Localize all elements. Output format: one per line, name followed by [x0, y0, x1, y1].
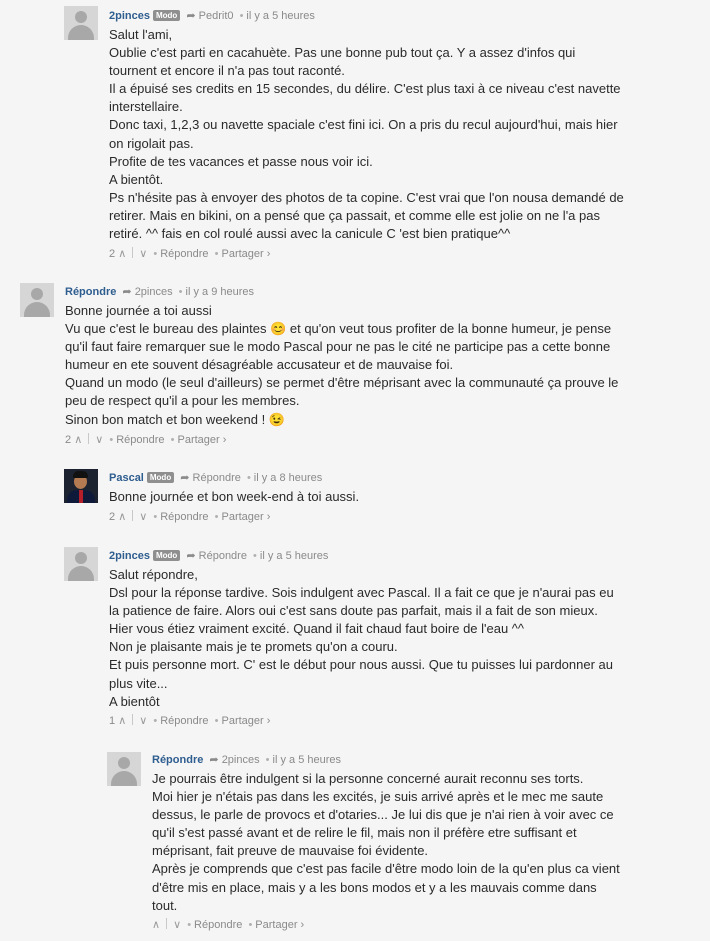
upvote-icon[interactable]: ∧: [152, 919, 161, 931]
reply-button[interactable]: Répondre: [116, 434, 165, 446]
mod-badge: Modo: [153, 550, 180, 561]
separator-dot: •: [253, 550, 257, 562]
comment-line: Quand un modo (le seul d'ailleurs) se permet d'être méprisant avec la communauté ça prouve le: [65, 375, 619, 391]
comment-line: d'être mis en place, mais y a les bons modos et y a les mauvais comme dans: [152, 879, 597, 895]
comment-line: Après je comprends que c'est pas facile d'être modo loin de la qu'en plus ca vient: [152, 861, 620, 877]
upvote-icon[interactable]: ∧: [74, 434, 83, 446]
comment-line: Donc taxi, 1,2,3 ou navette spaciale c'est fini ici. On a pris du recul aujourd'hui, mais hier: [109, 117, 618, 133]
reply-button[interactable]: Répondre: [160, 248, 209, 260]
comment-line: A bientôt.: [109, 171, 164, 187]
comment-line: Bonne journée et bon week-end à toi aussi.: [109, 489, 360, 504]
comment-body: [109, 488, 699, 506]
share-button[interactable]: Partager ›: [221, 248, 271, 260]
reply-to-name[interactable]: Répondre: [192, 472, 241, 484]
comment-actions: 2 ∧ ∨ • Répondre • Partager ›: [65, 434, 227, 446]
reply-to-icon: ➦: [209, 754, 219, 766]
comment-line: qu'il s'est passé avant et de relire le fil, mais non il préfère etre suffisant et: [152, 825, 577, 841]
reply-button[interactable]: Répondre: [194, 919, 243, 931]
comment-line: Salut répondre,: [109, 567, 198, 582]
comment-line: Hier vous étiez vraiment excité. Quand il fait chaud faut boire de l'eau ^^: [109, 621, 525, 637]
downvote-icon[interactable]: ∨: [139, 511, 148, 523]
comment-line: tournent et encore il n'a pas tout raconté.: [109, 63, 345, 79]
upvote-icon[interactable]: ∧: [118, 715, 127, 727]
vote-count: 1: [109, 715, 116, 727]
comment-line: Bonne journée a toi aussi: [65, 303, 212, 318]
avatar[interactable]: [64, 6, 98, 40]
timestamp[interactable]: il y a 5 heures: [259, 550, 329, 562]
separator-dot: •: [246, 472, 251, 484]
timestamp[interactable]: il y a 9 heures: [185, 286, 255, 298]
reply-button[interactable]: Répondre: [160, 511, 209, 523]
downvote-icon[interactable]: ∨: [139, 715, 148, 727]
comment-actions: 2 ∧ ∨ • Répondre • Partager ›: [109, 248, 271, 260]
vote-count: 2: [109, 511, 116, 523]
author-name[interactable]: 2pinces: [109, 10, 150, 22]
comment-line: Moi hier je n'étais pas dans les excités, je suis arrivé après et le mec me saute: [152, 789, 604, 805]
vote-count: 2: [109, 248, 116, 260]
comment-line: Ps n'hésite pas à envoyer des photos de ta copine. C'est vrai que l'on nousa demandé de: [109, 189, 624, 205]
author-name[interactable]: Pascal: [109, 472, 144, 484]
share-button[interactable]: Partager ›: [221, 715, 271, 727]
reply-to-name[interactable]: Pedrit0: [198, 10, 234, 22]
reply-to-name[interactable]: Répondre: [198, 550, 247, 562]
comment-line: Dsl pour la réponse tardive. Sois indulgent avec Pascal. Il a fait ce que je n'aurai pas eu: [109, 585, 614, 601]
comment-line: Sinon bon match et bon weekend ! 😉: [65, 411, 285, 427]
comment-line: Salut l'ami,: [109, 27, 173, 42]
comment-line: la patience de faire. Alors oui c'est sans doute pas parfait, mais il a fait de son mieux.: [109, 603, 598, 619]
timestamp[interactable]: il y a 5 heures: [246, 10, 315, 22]
comment-line: tout.: [152, 897, 178, 913]
timestamp[interactable]: il y a 8 heures: [253, 472, 323, 484]
comment-body: [109, 26, 699, 243]
comment-line: on rigolait pas.: [109, 135, 194, 151]
comment-meta: [109, 471, 322, 485]
author-name[interactable]: Répondre: [65, 286, 117, 298]
reply-to-icon: ➦: [186, 550, 196, 562]
avatar[interactable]: [64, 469, 98, 503]
separator-dot: •: [239, 10, 244, 22]
author-name[interactable]: Répondre: [152, 754, 204, 766]
mod-badge: Modo: [147, 472, 174, 483]
comment-body: [65, 302, 700, 429]
avatar[interactable]: [20, 283, 54, 317]
upvote-icon[interactable]: ∧: [118, 511, 127, 523]
comment-body: [109, 566, 699, 711]
comment-body: [152, 770, 702, 915]
upvote-icon[interactable]: ∧: [118, 248, 127, 260]
comment-line: A bientôt: [109, 693, 160, 709]
comment-line: Il a épuisé ses credits en 15 secondes, du délire. C'est plus taxi à ce niveau c'est navette: [109, 81, 621, 97]
comment-actions: 2 ∧ ∨ • Répondre • Partager ›: [109, 511, 271, 523]
downvote-icon[interactable]: ∨: [139, 248, 148, 260]
comment-line: Vu que c'est le bureau des plaintes 😊 et qu'on veut tous profiter de la bonne humeur, je pense: [65, 321, 612, 337]
vote-count: 2: [65, 434, 72, 446]
reply-to-icon: ➦: [180, 472, 190, 484]
comment-line: humeur en ete souvent désagréable accusateur et de mauvaise foi.: [65, 357, 454, 373]
separator-dot: •: [178, 286, 183, 298]
share-button[interactable]: Partager ›: [177, 434, 227, 446]
comment-line: Profite de tes vacances et passe nous voir ici.: [109, 153, 373, 169]
comment-line: retirer. Mais en bikini, on a pensé que ça passait, et comme elle est jolie on ne l'a pas: [109, 207, 600, 223]
share-button[interactable]: Partager ›: [255, 919, 305, 931]
comment-line: dessus, le parle de provocs et d'otaries... Je lui dis que je n'ai rien à voir avec ce: [152, 807, 614, 823]
reply-to-icon: ➦: [122, 286, 132, 298]
separator-dot: •: [265, 754, 270, 766]
avatar[interactable]: [107, 752, 141, 786]
comment-meta: [152, 753, 341, 767]
comment-line: plus vite...: [109, 675, 168, 691]
share-button[interactable]: Partager ›: [221, 511, 271, 523]
comment-line: interstellaire.: [109, 99, 183, 115]
reply-to-icon: ➦: [186, 10, 196, 22]
comment-line: retiré. ^^ fais en col roulé aussi avec la canicule C 'est bien pratique^^: [109, 226, 511, 242]
reply-button[interactable]: Répondre: [160, 715, 209, 727]
comment-line: peu de respect qu'il a pour les membres.: [65, 393, 300, 409]
avatar[interactable]: [64, 547, 98, 581]
downvote-icon[interactable]: ∨: [173, 919, 182, 931]
comment-actions: ∧ ∨ • Répondre • Partager ›: [152, 919, 305, 931]
downvote-icon[interactable]: ∨: [95, 434, 104, 446]
reply-to-name[interactable]: 2pinces: [221, 754, 260, 766]
comment-line: méprisant, fait preuve de mauvaise foi évidente.: [152, 843, 429, 859]
comment-actions: 1 ∧ ∨ • Répondre • Partager ›: [109, 715, 271, 727]
comment-line: Je pourrais être indulgent si la personne concerné aurait reconnu ses torts.: [152, 771, 584, 786]
comment-line: Oublie c'est parti en cacahuète. Pas une bonne pub tout ça. Y a assez d'infos qui: [109, 45, 576, 61]
comment-line: Non je plaisante mais je te promets qu'on a couru.: [109, 639, 398, 655]
comment-meta: [109, 549, 328, 563]
comment-meta: [65, 285, 254, 299]
comment-meta: [109, 9, 315, 23]
timestamp[interactable]: il y a 5 heures: [272, 754, 342, 766]
reply-to-name[interactable]: 2pinces: [134, 286, 173, 298]
comment-line: qu'il faut faire remarquer sue le modo Pascal pour ne pas le cité ne participe pas a cette bonne: [65, 339, 611, 355]
author-name[interactable]: 2pinces: [109, 550, 150, 562]
comment-line: Et puis personne mort. C' est le début pour nous aussi. Que tu puisses lui pardonner au: [109, 657, 613, 673]
mod-badge: Modo: [153, 10, 180, 21]
